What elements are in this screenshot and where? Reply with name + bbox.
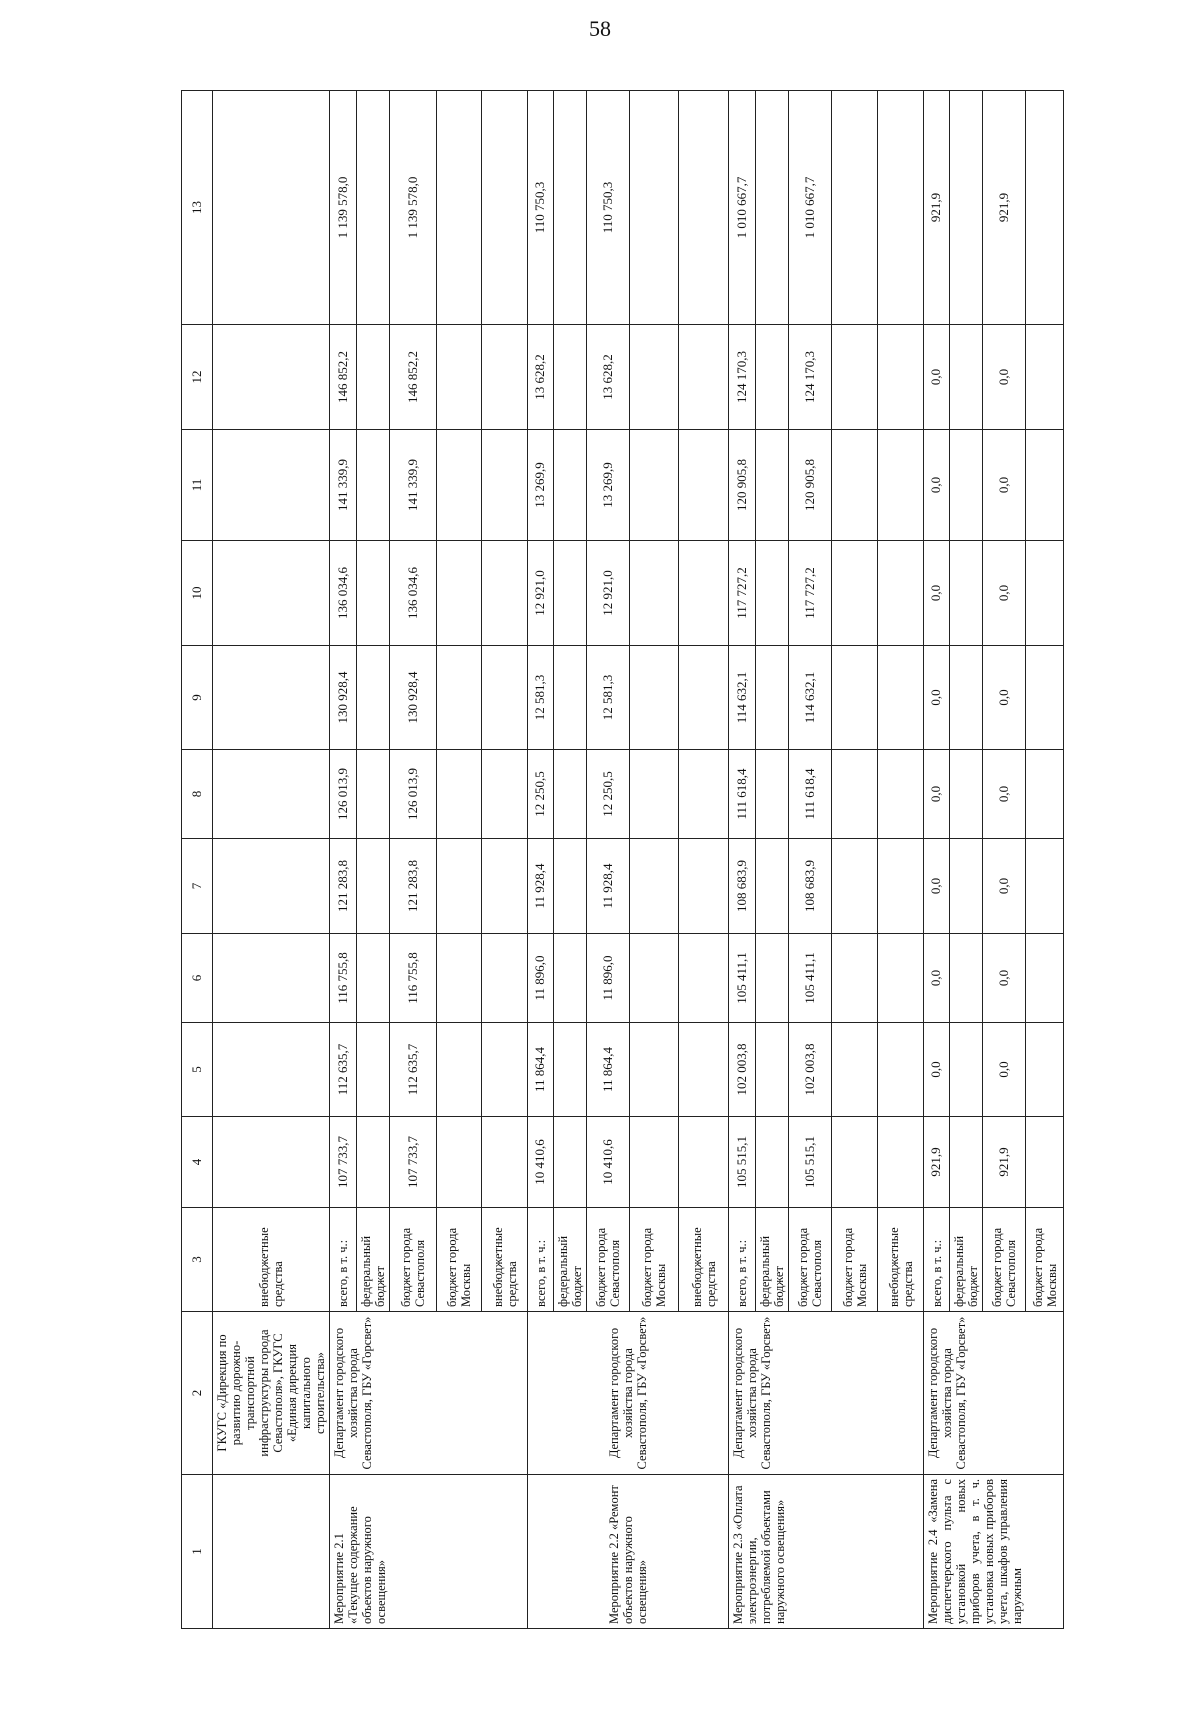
cell-value <box>1026 1117 1064 1208</box>
cell-value <box>357 934 390 1023</box>
cell-value <box>437 750 482 839</box>
table-body <box>182 91 1064 1629</box>
cell-source: внебюджетные средства <box>679 1208 729 1312</box>
cell-value: 0,0 <box>983 541 1026 646</box>
cell-executor: Департамент городского хозяйства города Севастополя, ГБУ «Горсвет» <box>729 1312 924 1475</box>
cell-value <box>832 646 878 750</box>
cell-value: 146 852,2 <box>330 325 357 430</box>
cell-value <box>357 839 390 934</box>
table-row <box>528 91 554 1629</box>
cell-value: 107 733,7 <box>390 1117 437 1208</box>
cell-value <box>878 541 924 646</box>
cell-value <box>679 750 729 839</box>
cell-value <box>437 91 482 325</box>
cell-value <box>950 646 983 750</box>
cell-value <box>554 750 587 839</box>
header-cell: 12 <box>182 325 213 430</box>
cell-value <box>630 646 679 750</box>
cell-value <box>878 934 924 1023</box>
cell-value: 921,9 <box>924 91 950 325</box>
cell-value: 105 515,1 <box>729 1117 756 1208</box>
cell-value: 114 632,1 <box>729 646 756 750</box>
cell-source: бюджет города Москвы <box>437 1208 482 1312</box>
cell-measure: Мероприятие 2.4 «Замена диспетчерского пульта с установкой новых приборов учета, в т. ч. установка новых приборов учета, шкафов управления наружным <box>924 1475 1064 1629</box>
cell-value: 0,0 <box>983 1023 1026 1117</box>
cell-executor: ГКУГС «Дирекция по развитию дорожно-транспортной инфраструктуры города Севастополя», ГКУГС «Единая дирекция капитального строительства» <box>213 1312 330 1475</box>
cell-value: 146 852,2 <box>390 325 437 430</box>
cell-value <box>950 750 983 839</box>
cell-source: бюджет города Севастополя <box>587 1208 630 1312</box>
cell-value <box>756 750 789 839</box>
cell-value <box>213 1117 330 1208</box>
cell-value <box>554 1117 587 1208</box>
cell-executor: Департамент городского хозяйства города Севастополя, ГБУ «Горсвет» <box>330 1312 528 1475</box>
table-row <box>330 91 357 1629</box>
cell-value <box>554 1023 587 1117</box>
cell-value <box>630 91 679 325</box>
cell-value <box>832 839 878 934</box>
cell-value: 136 034,6 <box>330 541 357 646</box>
header-cell: 2 <box>182 1312 213 1475</box>
cell-value <box>679 839 729 934</box>
cell-measure: Мероприятие 2.1 «Текущее содержание объектов наружного освещения» <box>330 1475 528 1629</box>
cell-value: 11 896,0 <box>587 934 630 1023</box>
rotated-table-wrapper <box>181 91 1120 1629</box>
header-cell: 3 <box>182 1208 213 1312</box>
header-cell: 5 <box>182 1023 213 1117</box>
cell-value: 116 755,8 <box>390 934 437 1023</box>
cell-source: бюджет города Москвы <box>1026 1208 1064 1312</box>
cell-source: всего, в т. ч.: <box>330 1208 357 1312</box>
cell-source: всего, в т. ч.: <box>924 1208 950 1312</box>
cell-value <box>482 750 528 839</box>
cell-value <box>679 1117 729 1208</box>
cell-value: 121 283,8 <box>330 839 357 934</box>
header-cell: 4 <box>182 1117 213 1208</box>
cell-value <box>950 1023 983 1117</box>
cell-value: 126 013,9 <box>330 750 357 839</box>
cell-value: 126 013,9 <box>390 750 437 839</box>
budget-table <box>181 90 1064 1629</box>
cell-value <box>832 750 878 839</box>
cell-value <box>950 325 983 430</box>
cell-value <box>437 1023 482 1117</box>
cell-value <box>878 1117 924 1208</box>
header-row <box>182 91 213 1629</box>
cell-value <box>357 1023 390 1117</box>
cell-value: 107 733,7 <box>330 1117 357 1208</box>
cell-value: 13 269,9 <box>528 430 554 541</box>
cell-value: 105 411,1 <box>789 934 832 1023</box>
cell-value <box>878 646 924 750</box>
cell-value: 12 250,5 <box>528 750 554 839</box>
cell-value <box>213 1023 330 1117</box>
cell-value <box>213 430 330 541</box>
cell-value <box>1026 541 1064 646</box>
cell-value <box>832 541 878 646</box>
cell-source: федеральный бюджет <box>554 1208 587 1312</box>
cell-value: 12 250,5 <box>587 750 630 839</box>
cell-value <box>437 541 482 646</box>
cell-measure <box>213 1475 330 1629</box>
header-cell: 8 <box>182 750 213 839</box>
cell-value <box>950 1117 983 1208</box>
cell-value: 921,9 <box>924 1117 950 1208</box>
cell-value <box>630 325 679 430</box>
cell-value: 121 283,8 <box>390 839 437 934</box>
table-row <box>729 91 756 1629</box>
cell-source: бюджет города Севастополя <box>983 1208 1026 1312</box>
cell-value <box>357 646 390 750</box>
cell-value: 11 864,4 <box>528 1023 554 1117</box>
cell-value <box>756 1117 789 1208</box>
header-cell: 13 <box>182 91 213 325</box>
cell-value: 10 410,6 <box>528 1117 554 1208</box>
cell-value <box>482 325 528 430</box>
cell-source: внебюджетные средства <box>213 1208 330 1312</box>
cell-value <box>213 934 330 1023</box>
cell-value <box>357 1117 390 1208</box>
cell-value <box>878 325 924 430</box>
cell-value <box>756 934 789 1023</box>
cell-value <box>357 91 390 325</box>
cell-value: 1 010 667,7 <box>729 91 756 325</box>
cell-value: 0,0 <box>924 325 950 430</box>
cell-value: 11 864,4 <box>587 1023 630 1117</box>
cell-value: 141 339,9 <box>390 430 437 541</box>
cell-value <box>1026 91 1064 325</box>
cell-value: 12 581,3 <box>528 646 554 750</box>
cell-value <box>1026 646 1064 750</box>
cell-value <box>756 646 789 750</box>
header-cell: 7 <box>182 839 213 934</box>
cell-value: 111 618,4 <box>789 750 832 839</box>
cell-value <box>679 1023 729 1117</box>
cell-value <box>950 91 983 325</box>
cell-value: 117 727,2 <box>729 541 756 646</box>
cell-value <box>554 91 587 325</box>
cell-value: 124 170,3 <box>789 325 832 430</box>
cell-value <box>213 839 330 934</box>
cell-value <box>630 430 679 541</box>
cell-value: 130 928,4 <box>390 646 437 750</box>
cell-value <box>832 1023 878 1117</box>
cell-value <box>482 1023 528 1117</box>
cell-value <box>482 1117 528 1208</box>
cell-value <box>554 430 587 541</box>
cell-value: 0,0 <box>924 541 950 646</box>
cell-value <box>482 934 528 1023</box>
cell-value <box>437 325 482 430</box>
cell-source: бюджет города Москвы <box>630 1208 679 1312</box>
cell-value <box>437 1117 482 1208</box>
cell-value <box>878 430 924 541</box>
cell-value <box>630 839 679 934</box>
cell-value: 112 635,7 <box>390 1023 437 1117</box>
cell-value <box>679 430 729 541</box>
cell-source: бюджет города Москвы <box>832 1208 878 1312</box>
cell-value <box>554 541 587 646</box>
cell-value: 921,9 <box>983 91 1026 325</box>
cell-measure: Мероприятие 2.3 «Оплата электроэнергии, потребляемой объектами наружного освещения» <box>729 1475 924 1629</box>
cell-value <box>630 1117 679 1208</box>
cell-value <box>756 541 789 646</box>
cell-value <box>357 325 390 430</box>
cell-value: 10 410,6 <box>587 1117 630 1208</box>
cell-value <box>832 1117 878 1208</box>
cell-value <box>630 750 679 839</box>
cell-executor: Департамент городского хозяйства города Севастополя, ГБУ «Горсвет» <box>528 1312 729 1475</box>
cell-value <box>1026 750 1064 839</box>
header-cell: 9 <box>182 646 213 750</box>
cell-value: 120 905,8 <box>729 430 756 541</box>
cell-value <box>213 325 330 430</box>
cell-source: бюджет города Севастополя <box>789 1208 832 1312</box>
cell-value: 136 034,6 <box>390 541 437 646</box>
cell-value: 105 515,1 <box>789 1117 832 1208</box>
cell-value: 0,0 <box>924 646 950 750</box>
cell-value <box>630 934 679 1023</box>
cell-value: 1 139 578,0 <box>390 91 437 325</box>
cell-value: 0,0 <box>983 839 1026 934</box>
cell-value <box>756 1023 789 1117</box>
cell-value <box>437 646 482 750</box>
cell-value <box>482 430 528 541</box>
cell-value <box>213 646 330 750</box>
cell-value <box>482 839 528 934</box>
cell-value: 12 581,3 <box>587 646 630 750</box>
cell-value: 110 750,3 <box>528 91 554 325</box>
cell-source: всего, в т. ч.: <box>729 1208 756 1312</box>
cell-value: 111 618,4 <box>729 750 756 839</box>
cell-value <box>357 430 390 541</box>
cell-value <box>679 91 729 325</box>
cell-value: 105 411,1 <box>729 934 756 1023</box>
cell-value <box>482 541 528 646</box>
cell-value: 116 755,8 <box>330 934 357 1023</box>
cell-value: 13 628,2 <box>587 325 630 430</box>
cell-value: 11 928,4 <box>587 839 630 934</box>
cell-value <box>554 646 587 750</box>
cell-value <box>1026 1023 1064 1117</box>
cell-value: 1 139 578,0 <box>330 91 357 325</box>
cell-value <box>878 1023 924 1117</box>
cell-source: внебюджетные средства <box>878 1208 924 1312</box>
cell-value: 0,0 <box>983 646 1026 750</box>
cell-value: 0,0 <box>924 839 950 934</box>
cell-value <box>756 325 789 430</box>
cell-value <box>1026 325 1064 430</box>
cell-value <box>950 934 983 1023</box>
cell-value <box>482 91 528 325</box>
header-cell: 10 <box>182 541 213 646</box>
cell-value: 0,0 <box>983 934 1026 1023</box>
cell-value <box>357 750 390 839</box>
cell-value: 0,0 <box>924 750 950 839</box>
cell-value: 112 635,7 <box>330 1023 357 1117</box>
cell-value <box>950 430 983 541</box>
cell-value: 1 010 667,7 <box>789 91 832 325</box>
cell-source: федеральный бюджет <box>357 1208 390 1312</box>
cell-value <box>213 91 330 325</box>
cell-source: бюджет города Севастополя <box>390 1208 437 1312</box>
cell-value <box>1026 430 1064 541</box>
cell-value <box>679 541 729 646</box>
cell-value <box>950 541 983 646</box>
cell-value <box>482 646 528 750</box>
cell-executor: Департамент городского хозяйства города Севастополя, ГБУ «Горсвет» <box>924 1312 1064 1475</box>
cell-value <box>950 839 983 934</box>
cell-value <box>554 934 587 1023</box>
cell-value: 108 683,9 <box>729 839 756 934</box>
cell-source: федеральный бюджет <box>756 1208 789 1312</box>
header-cell: 11 <box>182 430 213 541</box>
cell-value <box>832 325 878 430</box>
cell-value <box>213 541 330 646</box>
cell-value: 124 170,3 <box>729 325 756 430</box>
cell-value: 0,0 <box>983 430 1026 541</box>
cell-value <box>679 934 729 1023</box>
cell-value <box>878 91 924 325</box>
cell-value: 11 896,0 <box>528 934 554 1023</box>
cell-value: 110 750,3 <box>587 91 630 325</box>
cell-source: внебюджетные средства <box>482 1208 528 1312</box>
cell-value <box>832 430 878 541</box>
cell-value <box>437 934 482 1023</box>
cell-value: 130 928,4 <box>330 646 357 750</box>
cell-value: 0,0 <box>924 934 950 1023</box>
cell-value <box>756 430 789 541</box>
table-row <box>213 91 330 1629</box>
page-number: 58 <box>589 16 611 41</box>
cell-value: 114 632,1 <box>789 646 832 750</box>
header-cell: 1 <box>182 1475 213 1629</box>
cell-value <box>213 750 330 839</box>
cell-value: 12 921,0 <box>587 541 630 646</box>
cell-value <box>679 646 729 750</box>
cell-value <box>878 750 924 839</box>
cell-value: 11 928,4 <box>528 839 554 934</box>
cell-value <box>554 325 587 430</box>
cell-value: 0,0 <box>983 750 1026 839</box>
cell-value: 102 003,8 <box>789 1023 832 1117</box>
cell-value <box>1026 839 1064 934</box>
cell-value <box>832 91 878 325</box>
table-row <box>924 91 950 1629</box>
cell-value: 117 727,2 <box>789 541 832 646</box>
cell-source: федеральный бюджет <box>950 1208 983 1312</box>
cell-value <box>357 541 390 646</box>
cell-value: 13 628,2 <box>528 325 554 430</box>
cell-value: 0,0 <box>983 325 1026 430</box>
cell-value: 0,0 <box>924 430 950 541</box>
cell-value: 102 003,8 <box>729 1023 756 1117</box>
cell-value <box>756 839 789 934</box>
cell-source: всего, в т. ч.: <box>528 1208 554 1312</box>
cell-value <box>679 325 729 430</box>
cell-value: 13 269,9 <box>587 430 630 541</box>
cell-value <box>1026 934 1064 1023</box>
cell-value <box>832 934 878 1023</box>
cell-value <box>437 839 482 934</box>
cell-value: 141 339,9 <box>330 430 357 541</box>
header-cell: 6 <box>182 934 213 1023</box>
cell-value <box>437 430 482 541</box>
cell-value: 120 905,8 <box>789 430 832 541</box>
cell-value: 921,9 <box>983 1117 1026 1208</box>
cell-value <box>630 541 679 646</box>
cell-value <box>878 839 924 934</box>
cell-value: 12 921,0 <box>528 541 554 646</box>
cell-value <box>756 91 789 325</box>
cell-value <box>630 1023 679 1117</box>
cell-measure: Мероприятие 2.2 «Ремонт объектов наружного освещения» <box>528 1475 729 1629</box>
cell-value <box>554 839 587 934</box>
cell-value: 108 683,9 <box>789 839 832 934</box>
cell-value: 0,0 <box>924 1023 950 1117</box>
